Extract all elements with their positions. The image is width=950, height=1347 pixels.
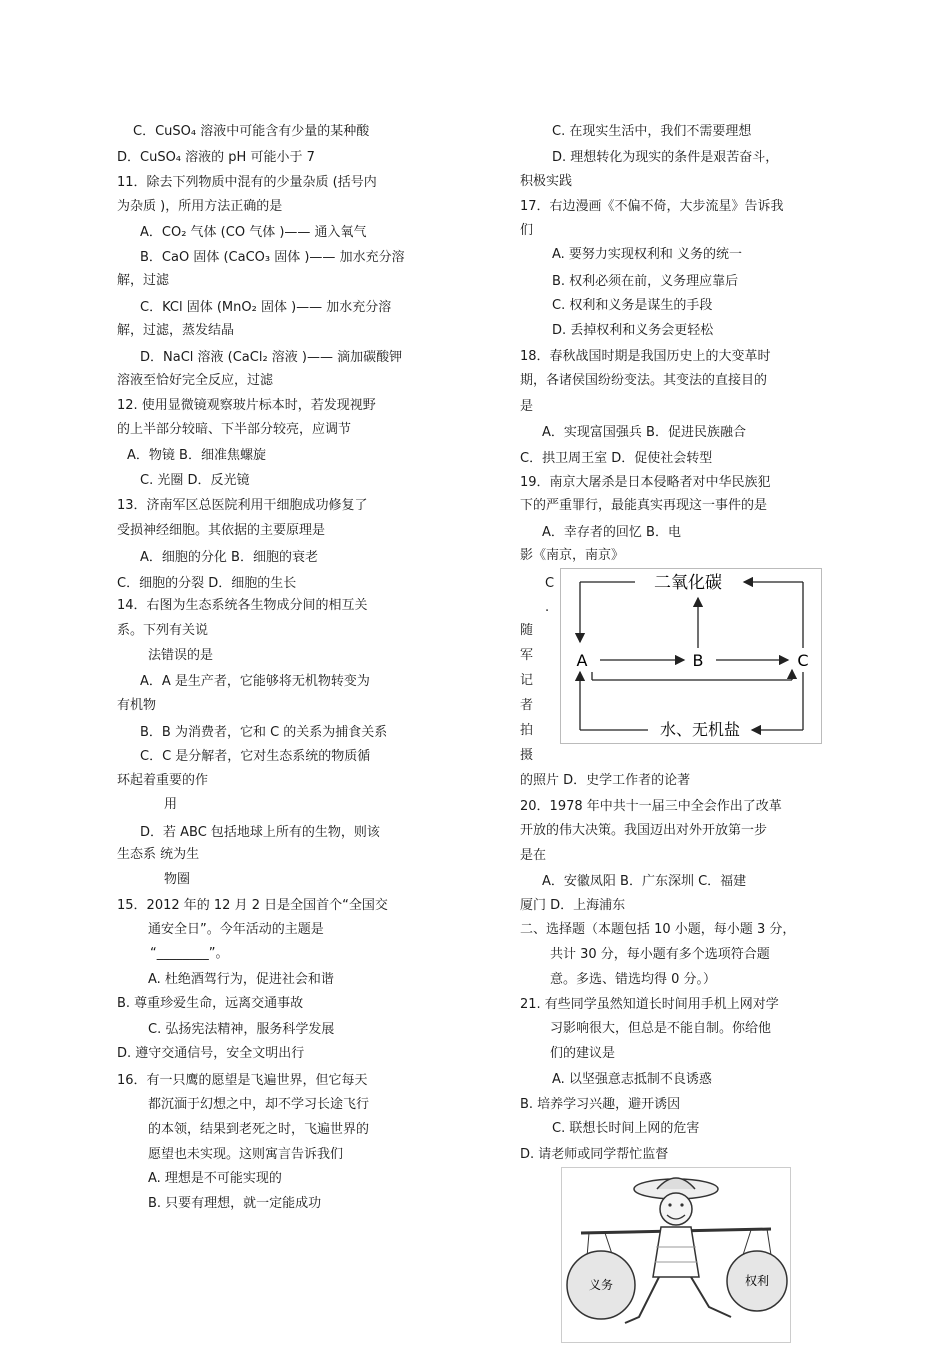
ecosystem-diagram [560,568,822,744]
right-column-line: 20．1978 年中共十一届三中全会作出了改革 [520,799,782,814]
right-column-line: 期，各诸侯国纷纷变法。其变法的直接目的 [520,373,768,388]
left-column-line: C．细胞的分裂 D．细胞的生长 [117,576,297,591]
left-column-line: A. 杜绝酒驾行为，促进社会和谐 [148,972,334,987]
left-column-line: C. 弘扬宪法精神，服务科学发展 [148,1022,335,1037]
right-column-line: 17．右边漫画《不偏不倚，大步流星》告诉我 [520,199,784,214]
right-column-line: 影《南京，南京》 [520,548,625,563]
right-column-line: 们的建议是 [550,1046,616,1061]
left-column-line: B．B 为消费者，它和 C 的关系为捕食关系 [140,725,388,740]
left-column-line: 法错误的是 [148,648,214,663]
left-column-line: 有机物 [117,698,157,713]
left-column-line: A．细胞的分化 B．细胞的衰老 [140,550,318,565]
left-column-line: D. 遵守交通信号，安全文明出行 [117,1046,305,1061]
node-b: B [692,651,704,670]
left-column-line: 13．济南军区总医院利用干细胞成功修复了 [117,498,368,513]
co2-label: 二氧化碳 [654,573,722,593]
right-column-line: . [545,600,550,615]
left-column-line: B. 只要有理想，就一定能成功 [148,1196,322,1211]
cartoon-illustration [561,1167,791,1343]
right-column-line: 18．春秋战国时期是我国历史上的大变革时 [520,349,771,364]
left-column-line: 12. 使用显微镜观察玻片标本时，若发现视野 [117,398,376,413]
right-column-line: 摄 [520,748,534,763]
left-column-line: 的本领，结果到老死之时，飞遍世界的 [148,1122,370,1137]
node-c: C [797,651,809,670]
right-column-line: A. 以坚强意志抵制不良诱惑 [552,1072,712,1087]
node-a: A [576,651,588,670]
left-column-line: D．若 ABC 包括地球上所有的生物，则该 [140,825,380,840]
left-column-line: C．KCl 固体 (MnO₂ 固体 )—— 加水充分溶 [140,300,392,315]
left-column-line: 溶液至恰好完全反应，过滤 [117,373,274,388]
left-column-line: C．CuSO₄ 溶液中可能含有少量的某种酸 [133,124,370,139]
right-column-line: 习影响很大，但总是不能自制。你给他 [550,1021,772,1036]
right-column-line: D. 丢掉权利和义务会更轻松 [552,323,714,338]
right-column-line: 随 [520,623,534,638]
right-column-line: A．安徽凤阳 B．广东深圳 C．福建 [542,874,747,889]
cartoon-svg [561,1167,791,1343]
left-column-line: 11．除去下列物质中混有的少量杂质 (括号内 [117,175,377,190]
water-salt-label: 水、无机盐 [659,720,741,739]
right-column-line: 积极实践 [520,174,573,189]
left-column-line: 受损神经细胞。其依据的主要原理是 [117,523,326,538]
diagram-frame [561,569,822,744]
right-column-line: 厦门 D．上海浦东 [520,898,626,913]
left-column-line: A. 理想是不可能实现的 [148,1171,282,1186]
right-column-line: 是在 [520,848,547,863]
right-column-line: C. 在现实生活中，我们不需要理想 [552,124,752,139]
right-column-line: A．幸存者的回忆 B．电 [542,525,681,540]
right-column-line: A. 要努力实现权利和 义务的统一 [552,247,743,262]
right-column-line: B. 权利必须在前，义务理应靠后 [552,274,739,289]
left-column-line: 15．2012 年的 12 月 2 日是全国首个“全国交 [117,898,388,913]
left-column-line: B. 尊重珍爱生命，远离交通事故 [117,996,304,1011]
rights-bag-label: 权利 [744,1274,770,1288]
right-column-line: 意。多选、错选均得 0 分。） [550,972,717,987]
right-column-line: D. 理想转化为现实的条件是艰苦奋斗， [552,150,779,165]
left-column-line: 愿望也未实现。这则寓言告诉我们 [148,1147,344,1162]
ecosystem-diagram-svg [560,568,822,744]
right-column-line: 军 [520,648,534,663]
left-column-line: B．CaO 固体 (CaCO₃ 固体 )—— 加水充分溶 [140,250,405,265]
left-column-line: C. 光圈 D．反光镜 [140,473,250,488]
right-column-line: C. 联想长时间上网的危害 [552,1121,700,1136]
right-column-line: D. 请老师或同学帮忙监督 [520,1147,669,1162]
left-column-line: 环起着重要的作 [117,773,209,788]
left-column-line: A．CO₂ 气体 (CO 气体 )—— 通入氧气 [140,225,367,240]
left-column-line: 的上半部分较暗、下半部分较亮，应调节 [117,422,352,437]
right-column-line: 21. 有些同学虽然知道长时间用手机上网对学 [520,997,779,1012]
right-column-line: 拍 [520,723,534,738]
right-column-line: B. 培养学习兴趣，避开诱因 [520,1097,681,1112]
right-column-line: 下的严重罪行，最能真实再现这一事件的是 [520,498,768,513]
right-column-line: 的照片 D．史学工作者的论著 [520,773,691,788]
right-column-line: 记 [520,673,534,688]
right-column-line: 二、选择题（本题包括 10 小题，每小题 3 分， [520,922,796,937]
left-column-line: 解，过滤，蒸发结晶 [117,323,235,338]
left-column-line: 16．有一只鹰的愿望是飞遍世界，但它每天 [117,1073,368,1088]
left-column-line: 解，过滤 [117,273,170,288]
face-icon [660,1193,692,1225]
right-column-line: C. 权利和义务是谋生的手段 [552,298,713,313]
left-column-line: 系。下列有关说 [117,623,209,638]
right-column-line: 者 [520,698,534,713]
left-column-line: 物圈 [164,872,191,887]
right-column-line: 共计 30 分，每小题有多个选项符合题 [550,947,770,962]
right-column-line: 是 [520,399,534,414]
duty-bag-label: 义务 [588,1278,614,1292]
left-column-line: D．NaCl 溶液 (CaCl₂ 溶液 )—— 滴加碳酸钾 [140,350,403,365]
left-column-line: 14．右图为生态系统各生物成分间的相互关 [117,598,368,613]
right-column-line: 19．南京大屠杀是日本侵略者对中华民族犯 [520,475,771,490]
left-column-line: C．C 是分解者，它对生态系统的物质循 [140,749,371,764]
right-column-line: C [545,576,555,591]
left-column-line: “________”。 [150,946,229,961]
right-column-line: A．实现富国强兵 B．促进民族融合 [542,425,746,440]
left-column-line: 通安全日”。今年活动的主题是 [148,922,324,937]
left-column-line: 都沉湎于幻想之中，却不学习长途飞行 [148,1097,370,1112]
left-column-line: 用 [164,797,178,812]
left-column-line: 生态系 统为生 [117,847,200,862]
left-column-line: D．CuSO₄ 溶液的 pH 可能小于 7 [117,150,315,165]
right-column-line: 们 [520,223,534,238]
left-column-line: A．A 是生产者，它能够将无机物转变为 [140,674,370,689]
left-column-line: 为杂质 )，所用方法正确的是 [117,199,283,214]
left-column-line: A．物镜 B．细准焦螺旋 [127,448,266,463]
right-column-line: C．拱卫周王室 D．促使社会转型 [520,451,713,466]
right-column-line: 开放的伟大决策。我国迈出对外开放第一步 [520,823,768,838]
